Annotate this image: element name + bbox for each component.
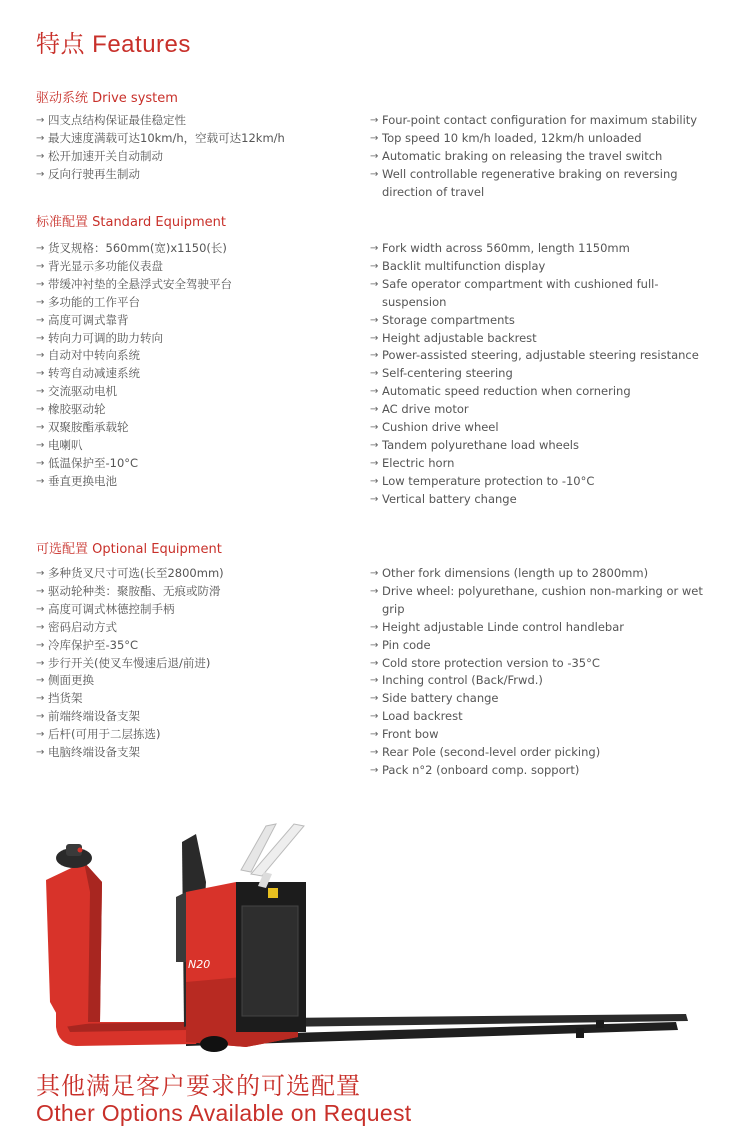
list-item: → 反向行驶再生制动 <box>36 166 356 184</box>
list-item: → Drive wheel: polyurethane, cushion non-marking or wet grip <box>370 583 720 619</box>
list-item: → Well controllable regenerative braking on reversing direction of travel <box>370 166 720 202</box>
standard-equipment-list-cn <box>36 240 356 491</box>
list-item: → Rear Pole (second-level order picking) <box>370 744 720 762</box>
list-item: → 带缓冲衬垫的全悬浮式安全驾驶平台 <box>36 276 356 294</box>
battery-cover <box>242 906 298 1016</box>
list-item: → 双聚胺酯承载轮 <box>36 419 356 437</box>
list-item: → Fork width across 560mm, length 1150mm <box>370 240 720 258</box>
list-item: → Load backrest <box>370 708 720 726</box>
list-item: → 转弯自动减速系统 <box>36 365 356 383</box>
list-item: → 最大速度满载可达10km/h，空载可达12km/h <box>36 130 356 148</box>
list-item: → Backlit multifunction display <box>370 258 720 276</box>
list-item: → 挡货架 <box>36 690 356 708</box>
list-item: → Electric horn <box>370 455 720 473</box>
list-item: → 前端终端设备支架 <box>36 708 356 726</box>
drive-system-list-cn <box>36 112 356 184</box>
list-item: → 低温保护至-10°C <box>36 455 356 473</box>
optional-equipment-list-cn <box>36 565 356 762</box>
list-item: → Inching control (Back/Frwd.) <box>370 672 720 690</box>
list-item: → Vertical battery change <box>370 491 720 509</box>
list-item: → 交流驱动电机 <box>36 383 356 401</box>
list-item: → 转向力可调的助力转向 <box>36 330 356 348</box>
list-item: → 自动对中转向系统 <box>36 347 356 365</box>
list-item: → Pack n°2 (onboard comp. sopport) <box>370 762 720 780</box>
list-item: → Power-assisted steering, adjustable steering resistance <box>370 347 720 365</box>
list-item: → 步行开关(使叉车慢速后退/前进) <box>36 655 356 673</box>
optional-equipment-heading: 可选配置 Optional Equipment <box>36 542 222 557</box>
list-item: → 多种货叉尺寸可选(长至2800mm) <box>36 565 356 583</box>
pallet-truck-illustration <box>36 822 696 1062</box>
list-item: → Pin code <box>370 637 720 655</box>
optional-equipment-list-en <box>370 565 720 780</box>
standard-equipment-heading: 标准配置 Standard Equipment <box>36 215 226 230</box>
list-item: → Side battery change <box>370 690 720 708</box>
list-item: → 电喇叭 <box>36 437 356 455</box>
list-item: → 冷库保护至-35°C <box>36 637 356 655</box>
list-item: → Cold store protection version to -35°C <box>370 655 720 673</box>
standard-equipment-list-en <box>370 240 720 509</box>
list-item: → Height adjustable backrest <box>370 330 720 348</box>
list-item: → 高度可调式靠背 <box>36 312 356 330</box>
model-label: N20 <box>188 958 211 971</box>
list-item: → 电脑终端设备支架 <box>36 744 356 762</box>
battery-indicator <box>268 888 278 898</box>
list-item: → Low temperature protection to -10°C <box>370 473 720 491</box>
list-item: → Front bow <box>370 726 720 744</box>
footer-en: Other Options Available on Request <box>36 1100 412 1126</box>
list-item: → 橡胶驱动轮 <box>36 401 356 419</box>
list-item: → 多功能的工作平台 <box>36 294 356 312</box>
list-item: → Four-point contact configuration for maximum stability <box>370 112 720 130</box>
list-item: → Automatic speed reduction when cornering <box>370 383 720 401</box>
page-title: 特点 Features <box>36 31 191 58</box>
list-item: → 四支点结构保证最佳稳定性 <box>36 112 356 130</box>
list-item: → 背光显示多功能仪表盘 <box>36 258 356 276</box>
fork-load-wheel <box>576 1028 584 1038</box>
list-item: → Top speed 10 km/h loaded, 12km/h unloaded <box>370 130 720 148</box>
list-item: → 松开加速开关自动制动 <box>36 148 356 166</box>
list-item: → Automatic braking on releasing the travel switch <box>370 148 720 166</box>
list-item: → Tandem polyurethane load wheels <box>370 437 720 455</box>
drive-system-list-en <box>370 112 720 202</box>
backrest-pad <box>176 892 186 962</box>
list-item: → Safe operator compartment with cushioned full-suspension <box>370 276 720 312</box>
drive-wheel <box>200 1036 228 1052</box>
drive-system-heading: 驱动系统 Drive system <box>36 91 178 106</box>
footer-cn: 其他满足客户要求的可选配置 <box>36 1072 361 1100</box>
list-item: → 密码启动方式 <box>36 619 356 637</box>
fork-load-wheel <box>596 1020 604 1028</box>
control-button <box>78 848 83 853</box>
list-item: → AC drive motor <box>370 401 720 419</box>
list-item: → 驱动轮种类：聚胺酯、无痕或防滑 <box>36 583 356 601</box>
list-item: → 侧面更换 <box>36 672 356 690</box>
list-item: → Height adjustable Linde control handlebar <box>370 619 720 637</box>
list-item: → Self-centering steering <box>370 365 720 383</box>
list-item: → 高度可调式林德控制手柄 <box>36 601 356 619</box>
list-item: → 货叉规格：560mm(宽)x1150(长) <box>36 240 356 258</box>
list-item: → Other fork dimensions (length up to 2800mm) <box>370 565 720 583</box>
list-item: → Storage compartments <box>370 312 720 330</box>
list-item: → 后杆(可用于二层拣选) <box>36 726 356 744</box>
list-item: → 垂直更换电池 <box>36 473 356 491</box>
list-item: → Cushion drive wheel <box>370 419 720 437</box>
